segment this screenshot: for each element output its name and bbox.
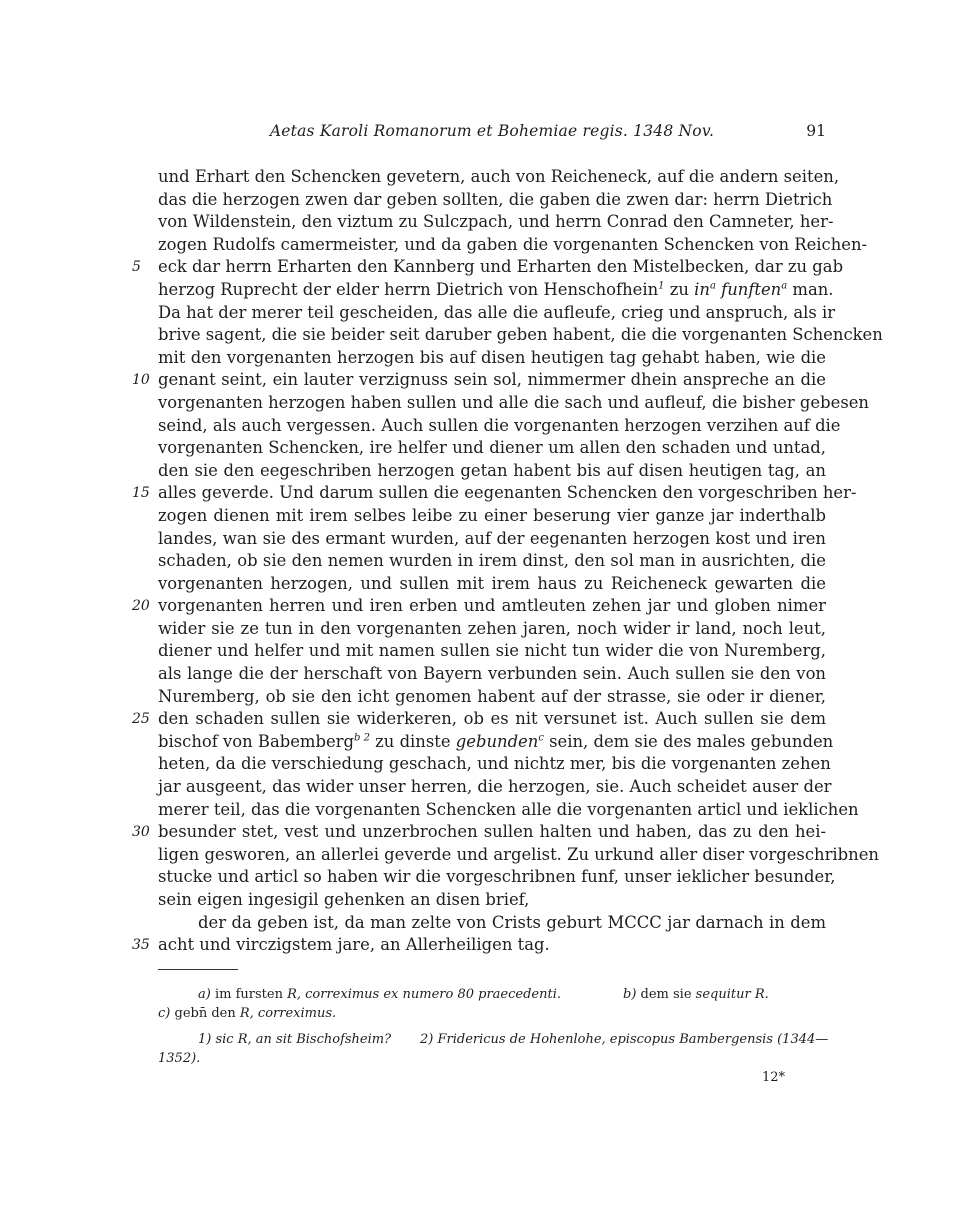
footnote-1: 1) sic R, an sit Bischofsheim? bbox=[198, 1032, 392, 1047]
text-span: der da geben ist, da man zelte von Crists geburt MCCC jar darnach in dem bbox=[198, 912, 826, 932]
footnote-marker: a bbox=[709, 280, 716, 292]
text-span: herzog Ruprecht der elder herrn Dietrich von Henschofhein bbox=[158, 279, 659, 299]
footnote-row bbox=[158, 1050, 826, 1069]
text-line bbox=[158, 437, 826, 460]
text-line bbox=[158, 528, 826, 551]
text-line bbox=[132, 595, 826, 618]
footnote-row bbox=[158, 1031, 829, 1050]
text-span: sein eigen ingesigil gehenken an disen brief, bbox=[158, 890, 530, 909]
text-span: diener und helfer und mit namen sullen sie nicht tun wider die von Nuremberg, bbox=[158, 641, 826, 661]
text-span: zu dinste bbox=[369, 731, 456, 751]
main-text bbox=[132, 166, 883, 957]
text-line bbox=[158, 211, 834, 234]
text-span: vorgenanten Schencken, ire helfer und diener um allen den schaden und untad, bbox=[158, 438, 826, 458]
text-line bbox=[158, 324, 883, 347]
text-line bbox=[158, 550, 826, 573]
text-span: stucke und articl so haben wir die vorgeschribnen funf, unser ieklicher besunder, bbox=[158, 867, 836, 887]
text-line bbox=[158, 731, 834, 754]
text-line bbox=[132, 821, 826, 844]
line-number: 20 bbox=[132, 598, 150, 615]
text-line bbox=[132, 369, 826, 392]
text-span: mit den vorgenanten herzogen bis auf disen heutigen tag gehabt haben, wie die bbox=[158, 347, 826, 367]
text-line bbox=[158, 505, 826, 528]
text-span: alles geverde. Und darum sullen die eegenanten Schencken den vorgeschriben her- bbox=[158, 483, 857, 503]
text-line bbox=[158, 234, 868, 257]
text-span: brive sagent, die sie beider seit daruber geben habent, die die vorgenanten Schencken bbox=[158, 325, 883, 345]
text-line bbox=[158, 392, 869, 415]
text-span: bischof von Babemberg bbox=[158, 731, 354, 751]
text-line bbox=[158, 844, 879, 867]
text-span: vorgenanten herzogen, und sullen mit irem haus zu Reicheneck gewarten die bbox=[158, 573, 826, 593]
text-line bbox=[158, 866, 836, 889]
text-span: den schaden sullen sie widerkeren, ob es nit versunet ist. Auch sullen sie dem bbox=[158, 709, 826, 729]
text-span: Nuremberg, ob sie den icht genomen habent auf der strasse, sie oder ir diener, bbox=[158, 686, 826, 706]
text-line bbox=[158, 279, 834, 302]
footnote-marker: 1 bbox=[658, 280, 665, 292]
footnote-row bbox=[158, 986, 826, 1005]
text-span: landes, wan sie des ermant wurden, auf der eegenanten herzogen kost und iren bbox=[158, 528, 826, 548]
text-span: man. bbox=[787, 279, 834, 299]
text-line bbox=[158, 776, 832, 799]
signature-mark: 12* bbox=[762, 1070, 786, 1085]
footnote-marker: b 2 bbox=[354, 732, 370, 744]
text-line bbox=[158, 753, 831, 776]
text-span: das die herzogen zwen dar geben sollten, die gaben die zwen dar: herrn Dietrich bbox=[158, 189, 833, 209]
text-span: eck dar herrn Erharten den Kannberg und Erharten den Mistelbecken, dar zu gab bbox=[158, 257, 844, 277]
text-span: seind, als auch vergessen. Auch sullen die vorgenanten herzogen verzihen auf die bbox=[158, 415, 841, 435]
footnote-row bbox=[158, 1005, 826, 1024]
text-span: zogen Rudolfs camermeister, und da gaben die vorgenanten Schencken von Reichen- bbox=[158, 234, 868, 254]
line-number: 35 bbox=[132, 937, 150, 954]
text-line bbox=[158, 415, 841, 438]
text-span: vorgenanten herzogen haben sullen und alle die sach und aufleuf, die bisher gebesen bbox=[158, 392, 869, 412]
text-span: als lange die der herschaft von Bayern verbunden sein. Auch sullen sie den von bbox=[158, 664, 826, 684]
text-line bbox=[158, 166, 840, 189]
text-span: sein, dem sie des males gebunden bbox=[543, 731, 834, 751]
footnote-rule bbox=[158, 969, 238, 970]
text-line bbox=[158, 618, 826, 641]
line-number: 15 bbox=[132, 485, 150, 502]
text-span: Da hat der merer teil gescheiden, das alle die aufleufe, crieg und anspruch, als ir bbox=[158, 302, 836, 322]
line-number: 25 bbox=[132, 711, 150, 728]
text-line bbox=[132, 256, 844, 279]
text-line bbox=[158, 573, 826, 596]
footnote-c: c) gebn̄ den R, correximus. bbox=[158, 1006, 337, 1021]
text-span: ligen gesworen, an allerlei geverde und argelist. Zu urkund aller diser vorgeschribnen bbox=[158, 844, 879, 864]
text-span: schaden, ob sie den nemen wurden in irem dinst, den sol man in ausrichten, die bbox=[158, 551, 826, 571]
line-number: 30 bbox=[132, 824, 150, 841]
text-line bbox=[158, 189, 833, 212]
text-span: jar ausgeent, das wider unser herren, die herzogen, sie. Auch scheidet auser der bbox=[158, 777, 832, 797]
text-span: funften bbox=[721, 279, 782, 299]
text-span: gebunden bbox=[455, 731, 539, 751]
text-span: merer teil, das die vorgenanten Schencken alle die vorgenanten articl und ieklichen bbox=[158, 799, 859, 819]
text-span: zogen dienen mit irem selbes leibe zu einer beserung vier ganze jar inderthalb bbox=[158, 505, 826, 525]
line-number: 10 bbox=[132, 372, 150, 389]
explanatory-footnotes bbox=[158, 1031, 829, 1069]
text-span: besunder stet, vest und unzerbrochen sullen halten und haben, das zu den hei- bbox=[158, 822, 826, 842]
text-line bbox=[132, 934, 826, 957]
text-span: und Erhart den Schencken gevetern, auch von Reicheneck, auf die andern seiten, bbox=[158, 167, 840, 186]
text-span: vorgenanten herren und iren erben und amtleuten zehen jar und globen nimer bbox=[158, 596, 826, 616]
footnote-marker: a bbox=[781, 280, 788, 292]
text-line bbox=[158, 686, 826, 709]
running-title: Aetas Karoli Romanorum et Bohemiae regis. 1348 Nov. bbox=[269, 122, 715, 140]
text-span: den sie den eegeschriben herzogen getan habent bis auf disen heutigen tag, an bbox=[158, 460, 826, 480]
footnote-2-continued: 1352). bbox=[158, 1051, 201, 1066]
footnote-b: b) dem sie sequitur R. bbox=[623, 987, 769, 1002]
footnote-marker: c bbox=[538, 732, 544, 744]
text-line bbox=[158, 663, 826, 686]
footnote-a: a) im fursten R, correximus ex numero 80 praecedenti. bbox=[198, 987, 561, 1002]
text-span: von Wildenstein, den viztum zu Sulczpach, und herrn Conrad den Camneter, her- bbox=[158, 212, 834, 232]
text-line bbox=[158, 640, 826, 663]
text-line bbox=[158, 460, 826, 483]
footnote-2: 2) Fridericus de Hohenlohe, episcopus Bambergensis (1344— bbox=[420, 1032, 829, 1047]
text-line bbox=[132, 708, 826, 731]
page-header bbox=[158, 122, 826, 146]
text-line bbox=[158, 302, 836, 325]
textual-footnotes bbox=[158, 986, 826, 1024]
text-line bbox=[132, 482, 857, 505]
line-number: 5 bbox=[132, 259, 141, 276]
text-span: in bbox=[694, 279, 710, 299]
text-span: zu bbox=[664, 279, 695, 299]
text-span: wider sie ze tun in den vorgenanten zehen jaren, noch wider ir land, noch leut, bbox=[158, 618, 826, 638]
text-line bbox=[158, 889, 826, 912]
text-line bbox=[158, 912, 826, 935]
text-span: acht und virczigstem jare, an Allerheiligen tag. bbox=[158, 935, 550, 955]
text-line bbox=[158, 347, 826, 370]
text-span: genant seint, ein lauter verzignuss sein sol, nimmermer dhein anspreche an die bbox=[158, 370, 826, 390]
text-span: heten, da die verschiedung geschach, und nichtz mer, bis die vorgenanten zehen bbox=[158, 754, 831, 774]
page-number: 91 bbox=[806, 122, 826, 140]
text-line bbox=[158, 799, 859, 822]
